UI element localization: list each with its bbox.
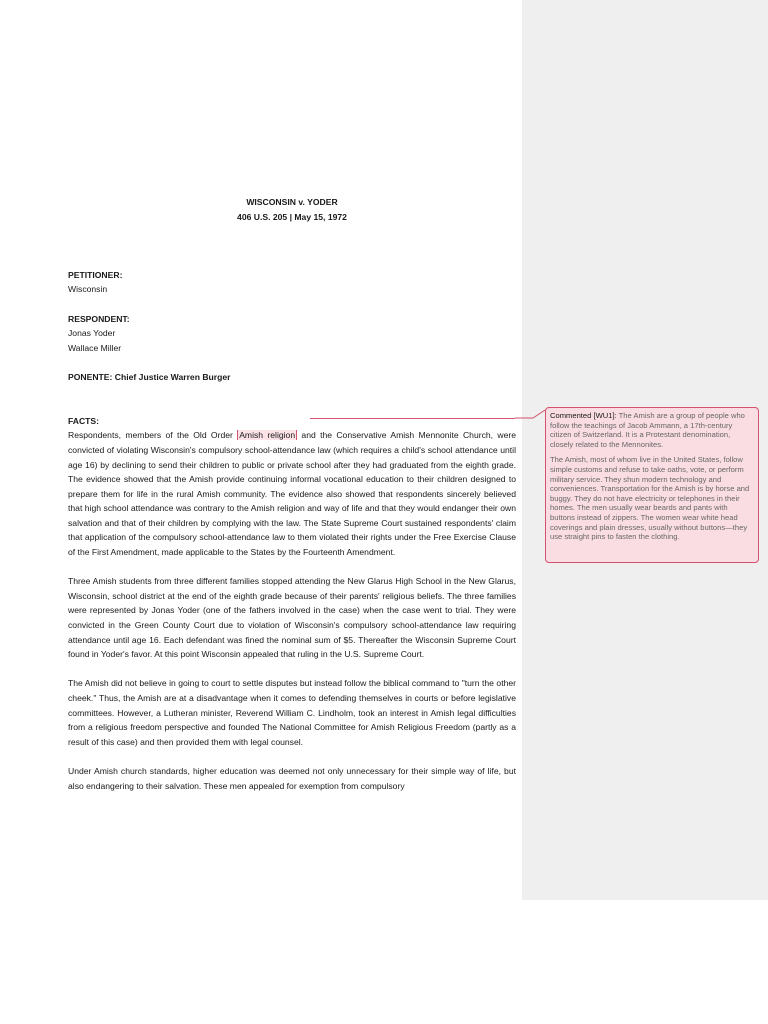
document-body[interactable] [68,195,516,793]
facts-paragraph-4: Under Amish church standards, higher education was deemed not only unnecessary for their simple way of life, but also endangering to their salvation. These men appealed for exemption from compulsory [68,765,516,791]
facts-paragraph-3: The Amish did not believe in going to court to settle disputes but instead follow the biblical command to "turn the other cheek." Thus, the Amish are at a disadvantage when it comes to defending themselves in courts or before legislative committees. However, a Lutheran minister, Reverend William C. Lindholm, took an interest in Amish legal difficulties from a religious freedom perspective and founded The National Committee for Amish Religious Freedom (partly as a result of this case) and then provided them with legal counsel. [68,678,516,747]
comment-highlight-anchor[interactable]: Amish religion [239,430,296,441]
respondent-name: Jonas Yoder [68,328,116,339]
case-title: WISCONSIN v. YODER [246,197,338,207]
respondent-name: Wallace Miller [68,342,122,353]
facts-paragraph-2: Three Amish students from three different families stopped attending the New Glarus High School in the New Glarus, Wisconsin, school district at the end of the eighth grade because of their parents' religious beliefs. The three families were represented by Jonas Yoder (one of the fathers involved in the case) when the case went to trial. They were convicted in the Green County Court due to violation of Wisconsin's compulsory school-attendance law requiring attendance until age 16. Each defendant was fined the nominal sum of $5. Thereafter the Wisconsin Supreme Court found in Yoder's favor. At this point Wisconsin appealed that ruling in the U.S. Supreme Court. [68,576,516,660]
case-citation: 406 U.S. 205 | May 15, 1972 [237,211,347,222]
respondent-label: RESPONDENT: [68,313,130,324]
comment-connector-line [310,418,515,419]
facts-text: and the Conservative Amish Mennonite Church, were convicted of violating Wisconsin's compulsory school-attendance law (which requires a child's school attendance until age 16) by declining to send their children to public or private school after they had graduated from the eighth grade. The evidence showed that the Amish provide continuing informal vocational education to their children designed to prepare them for life in the rural Amish community. The evidence also showed that respondents sincerely believed that high school attendance was contrary to the Amish religion and way of life and that they would endanger their own salvation and that of their children by complying with the law. The State Supreme Court sustained respondents' claim that application of the compulsory school-attendance law to them violated their rights under the Free Exercise Clause of the First Amendment, made applicable to the States by the Fourteenth Amendment. [68,430,517,558]
comment-text: The Amish, most of whom live in the United States, follow simple customs and refuse to take oaths, vote, or perform military service. They shun modern technology and conveniences. Transportation for the Amish is by horse and buggy. They do not have electricity or telephones in their homes. The men usually wear beards and pants with buttons instead of zippers. The women wear white head coverings and plain dresses, usually without buttons—they use straight pins to fasten the clothing. [550,455,750,542]
facts-text: Respondents, members of the Old Order [68,430,238,441]
comment-text: The Amish are a group of people who follow the teachings of Jacob Ammann, a 17th-century citizen of Switzerland. It is a Protestant denomination, closely related to the Mennonites. [550,411,745,449]
comment-author: Commented [WU1]: [550,411,617,420]
ponente: PONENTE: Chief Justice Warren Burger [68,371,231,382]
petitioner-label: PETITIONER: [68,269,123,280]
comment-connector-bend [515,408,545,420]
petitioner-name: Wisconsin [68,284,108,295]
comment-balloon[interactable] [545,407,759,563]
facts-label: FACTS: [68,415,100,426]
facts-paragraph-1 [68,428,516,559]
